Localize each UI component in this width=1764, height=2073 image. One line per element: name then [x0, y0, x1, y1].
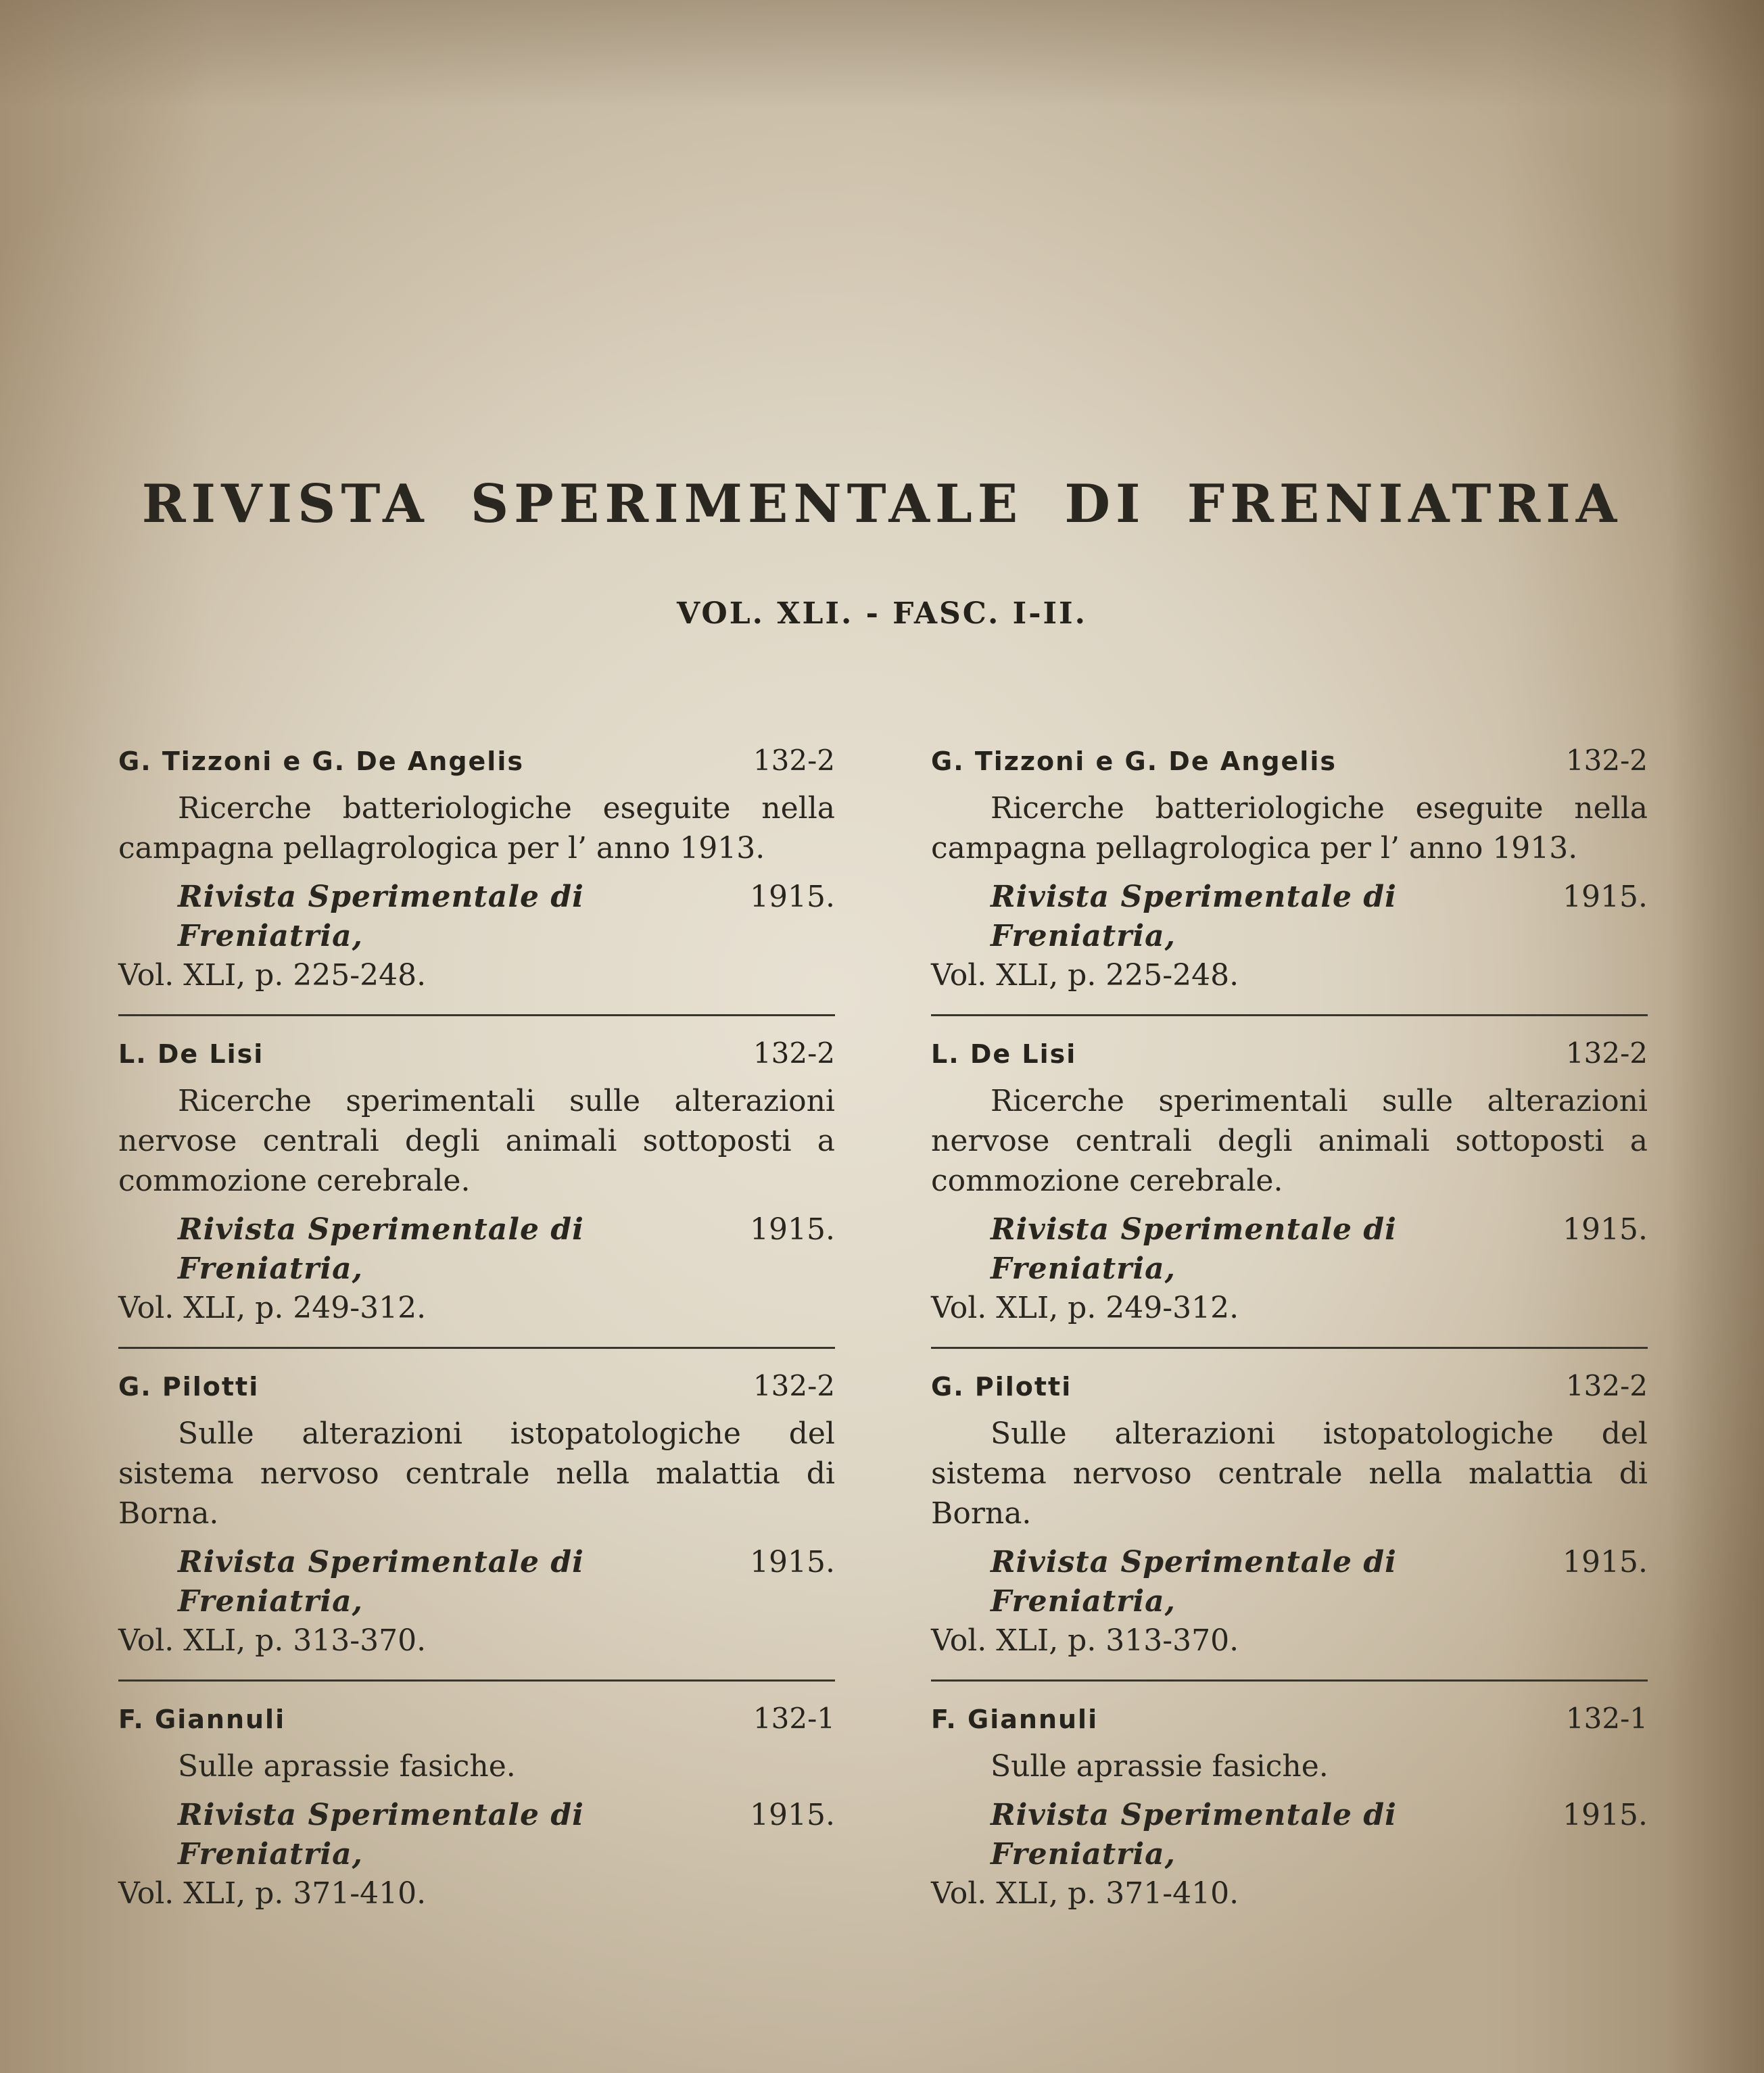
entry-title: Ricerche sperimentali sulle alterazioni nervose centrali degli animali sottoposti a commozione cerebrale. — [931, 1084, 1648, 1198]
entry-year: 1915. — [750, 1798, 835, 1832]
entry-author: G. Tizzoni e G. De Angelis — [931, 746, 1337, 776]
entry-header — [931, 1369, 1648, 1411]
entry-header — [118, 744, 835, 786]
entry-author: G. Pilotti — [118, 1372, 260, 1402]
entry-volume-pages: Vol. XLI, p. 249-312. — [118, 1291, 427, 1325]
entry-journal: Rivista Sperimentale di Freniatria, — [991, 1798, 1397, 1872]
entry-code: 132-2 — [1565, 1369, 1648, 1402]
entry-card — [931, 744, 1648, 1016]
entry-year: 1915. — [1563, 1212, 1648, 1247]
entry-title: Ricerche batteriologiche eseguite nella campagna pellagrologica per l’ anno 1913. — [931, 791, 1648, 865]
entry-volume-pages: Vol. XLI, p. 225-248. — [931, 958, 1239, 993]
entry-card — [931, 1369, 1648, 1682]
entry-divider — [118, 1679, 835, 1682]
entry-author: F. Giannuli — [931, 1705, 1099, 1734]
entry-reference — [931, 1543, 1648, 1661]
entry-card — [118, 744, 835, 1016]
entry-title: Sulle alterazioni istopatologiche del sistema nervoso centrale nella malattia di Borna. — [118, 1416, 835, 1531]
entry-journal: Rivista Sperimentale di Freniatria, — [991, 1212, 1397, 1286]
entry-divider — [931, 1014, 1648, 1016]
left-column — [118, 744, 835, 1913]
entry-card — [931, 1702, 1648, 1913]
entry-title: Ricerche batteriologiche eseguite nella campagna pellagrologica per l’ anno 1913. — [118, 791, 835, 865]
entry-code: 132-1 — [753, 1702, 835, 1735]
entry-reference — [118, 1210, 835, 1328]
entry-header — [931, 744, 1648, 786]
entry-volume-pages: Vol. XLI, p. 313-370. — [931, 1623, 1239, 1658]
entry-code: 132-2 — [753, 744, 835, 777]
entry-year: 1915. — [1563, 1545, 1648, 1579]
entry-year: 1915. — [1563, 1798, 1648, 1832]
right-edge-shadow — [1669, 0, 1764, 2073]
entry-volume-pages: Vol. XLI, p. 313-370. — [118, 1623, 427, 1658]
entry-reference — [931, 1796, 1648, 1913]
entry-header — [118, 1369, 835, 1411]
entry-year: 1915. — [750, 880, 835, 914]
entry-journal: Rivista Sperimentale di Freniatria, — [178, 880, 584, 953]
entry-journal: Rivista Sperimentale di Freniatria, — [991, 880, 1397, 953]
entry-divider — [118, 1347, 835, 1349]
entry-reference — [931, 878, 1648, 995]
entry-author: F. Giannuli — [118, 1705, 286, 1734]
entry-code: 132-2 — [753, 1369, 835, 1402]
entry-author: L. De Lisi — [931, 1039, 1077, 1069]
entry-divider — [931, 1347, 1648, 1349]
entry-header — [118, 1036, 835, 1078]
entry-reference — [931, 1210, 1648, 1328]
entry-code: 132-2 — [753, 1036, 835, 1070]
entry-code: 132-2 — [1565, 744, 1648, 777]
entry-card — [931, 1036, 1648, 1349]
entry-divider — [931, 1679, 1648, 1682]
entry-volume-pages: Vol. XLI, p. 225-248. — [118, 958, 427, 993]
entry-volume-pages: Vol. XLI, p. 249-312. — [931, 1291, 1239, 1325]
entry-title: Sulle aprassie fasiche. — [178, 1749, 516, 1784]
entry-reference — [118, 1796, 835, 1913]
entry-card — [118, 1369, 835, 1682]
journal-title: RIVISTA SPERIMENTALE DI FRENIATRIA — [141, 473, 1623, 535]
entry-year: 1915. — [750, 1545, 835, 1579]
issue-line: VOL. XLI. - FASC. I-II. — [677, 596, 1087, 631]
entry-author: L. De Lisi — [118, 1039, 264, 1069]
entry-year: 1915. — [1563, 880, 1648, 914]
entry-journal: Rivista Sperimentale di Freniatria, — [178, 1798, 584, 1872]
entry-header — [931, 1036, 1648, 1078]
entry-reference — [118, 878, 835, 995]
entry-journal: Rivista Sperimentale di Freniatria, — [991, 1545, 1397, 1619]
entry-title: Ricerche sperimentali sulle alterazioni nervose centrali degli animali sottoposti a commozione cerebrale. — [118, 1084, 835, 1198]
entry-reference — [118, 1543, 835, 1661]
entry-year: 1915. — [750, 1212, 835, 1247]
right-column — [931, 744, 1648, 1913]
entry-code: 132-1 — [1565, 1702, 1648, 1735]
entry-author: G. Pilotti — [931, 1372, 1072, 1402]
entry-title: Sulle alterazioni istopatologiche del sistema nervoso centrale nella malattia di Borna. — [931, 1416, 1648, 1531]
entry-journal: Rivista Sperimentale di Freniatria, — [178, 1545, 584, 1619]
entry-title: Sulle aprassie fasiche. — [991, 1749, 1329, 1784]
entry-header — [118, 1702, 835, 1744]
entry-author: G. Tizzoni e G. De Angelis — [118, 746, 524, 776]
entry-header — [931, 1702, 1648, 1744]
entry-volume-pages: Vol. XLI, p. 371-410. — [118, 1876, 427, 1911]
top-edge-shadow — [0, 0, 1764, 108]
entry-card — [118, 1036, 835, 1349]
entry-code: 132-2 — [1565, 1036, 1648, 1070]
entry-journal: Rivista Sperimentale di Freniatria, — [178, 1212, 584, 1286]
entry-volume-pages: Vol. XLI, p. 371-410. — [931, 1876, 1239, 1911]
entry-divider — [118, 1014, 835, 1016]
entry-card — [118, 1702, 835, 1913]
